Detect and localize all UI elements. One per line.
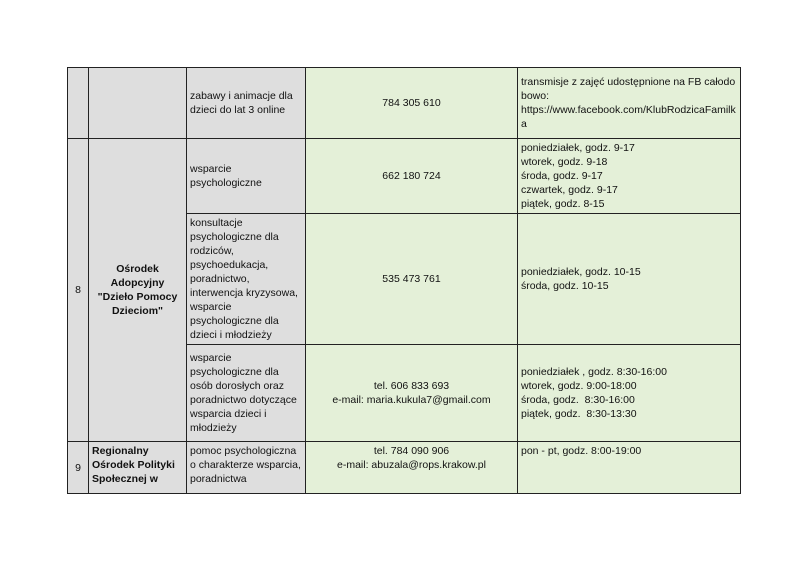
hours-cell [518,139,741,214]
hours-line: piątek, godz. 8-15 [521,198,605,210]
entry-number-cell: 9 [68,442,89,494]
service-cell: wsparcie psychologiczne [187,139,306,214]
hours-cell [518,442,741,494]
table-row [68,442,741,494]
phone-number: tel. 784 090 906 [373,445,450,457]
hours-line: środa, godz. 8:30-16:00 [521,394,635,406]
hours-cell [518,214,741,345]
email-address: e-mail: maria.kukula7@gmail.com [332,394,491,406]
hours-line: czwartek, godz. 9-17 [521,184,618,196]
hours-line: poniedziałek , godz. 8:30-16:00 [521,366,667,378]
table-row [68,139,741,214]
contact-cell [306,68,518,139]
entry-number-cell: 8 [68,139,89,442]
service-cell: konsultacje psychologiczne dla rodziców, psychoedukacja, poradnictwo, interwencja kryzysowa, wsparcie psychologiczne dla dzieci i młodzieży [187,214,306,345]
phone-number: 784 305 610 [382,97,441,109]
hours-line: wtorek, godz. 9:00-18:00 [521,380,637,392]
hours-line: poniedziałek, godz. 9-17 [521,142,635,154]
contact-cell [306,214,518,345]
facebook-link[interactable]: https://www.facebook.com/KlubRodzicaFamilka [521,104,736,130]
email-address: e-mail: abuzala@rops.krakow.pl [337,459,486,471]
organization-cell: Ośrodek Adopcyjny "Dzieło Pomocy Dzieciom" [89,139,187,442]
entry-number-cell [68,68,89,139]
contact-cell [306,442,518,494]
hours-line: środa, godz. 10-15 [521,280,609,292]
phone-number: 535 473 761 [382,273,441,285]
contact-cell [306,345,518,442]
hours-line: poniedziałek, godz. 10-15 [521,266,641,278]
hours-line: piątek, godz. 8:30-13:30 [521,408,637,420]
hours-line: wtorek, godz. 9-18 [521,156,608,168]
hours-cell [518,68,741,139]
hours-line: pon - pt, godz. 8:00-19:00 [521,445,642,457]
organization-cell [89,68,187,139]
help-schedule-table [67,67,741,494]
phone-number: tel. 606 833 693 [373,380,450,392]
phone-number: 662 180 724 [382,170,441,182]
hours-line: transmisje z zajęć udostępnione na FB całodobowo: [521,76,736,102]
service-cell: wsparcie psychologiczne dla osób dorosłych oraz poradnictwo dotyczące wsparcia dzieci i młodzieży [187,345,306,442]
contact-cell [306,139,518,214]
service-cell: pomoc psychologiczna o charakterze wsparcia, poradnictwa [187,442,306,494]
hours-cell [518,345,741,442]
organization-cell: Regionalny Ośrodek Polityki Społecznej w [89,442,187,494]
service-cell: zabawy i animacje dla dzieci do lat 3 online [187,68,306,139]
table-row [68,68,741,139]
hours-line: środa, godz. 9-17 [521,170,603,182]
